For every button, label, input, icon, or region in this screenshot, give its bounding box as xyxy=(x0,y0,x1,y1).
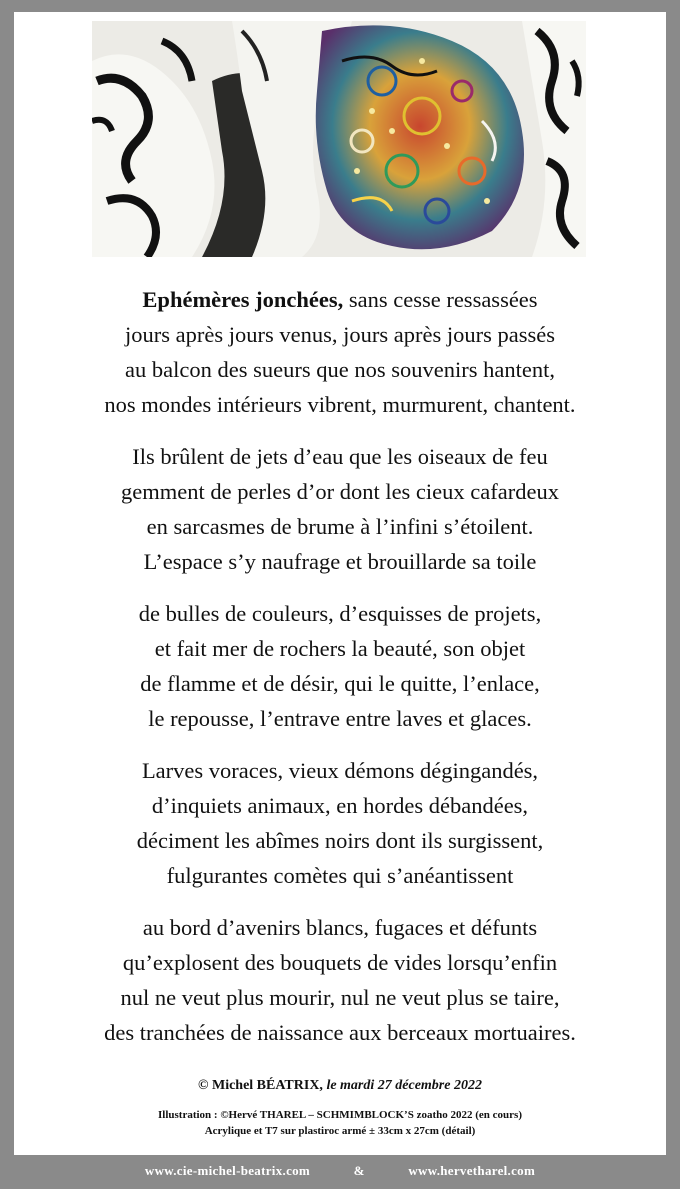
poem-line: d’inquiets animaux, en hordes débandées, xyxy=(151,793,529,818)
poem-line: qu’explosent des bouquets de vides lorsqu’enfin xyxy=(122,950,558,975)
poem-line: nul ne veut plus mourir, nul ne veut plus se taire, xyxy=(120,985,560,1010)
author-credit xyxy=(14,1078,666,1094)
poem-line: jours après jours venus, jours après jours passés xyxy=(125,322,555,347)
poem-line: déciment les abîmes noirs dont ils surgissent, xyxy=(136,828,544,853)
link-cie-michel-beatrix[interactable]: www.cie-michel-beatrix.com xyxy=(144,1163,311,1178)
stanza-3 xyxy=(14,596,666,736)
poem-line: au balcon des sueurs que nos souvenirs hantent, xyxy=(125,357,555,382)
credit-date: le mardi 27 décembre 2022 xyxy=(322,1078,482,1093)
poem-line: le repousse, l’entrave entre laves et glaces. xyxy=(148,706,532,731)
poem-line: gemment de perles d’or dont les cieux cafardeux xyxy=(121,479,559,504)
poem-line: Larves voraces, vieux démons dégingandés, xyxy=(141,758,539,783)
poem-line: Ephémères jonchées, sans cesse ressassées xyxy=(142,287,538,312)
illustration-image xyxy=(92,21,586,257)
poem-line: de bulles de couleurs, d’esquisses de projets, xyxy=(138,601,542,626)
poem-line: au bord d’avenirs blancs, fugaces et défunts xyxy=(142,915,538,940)
poem-line: fulgurantes comètes qui s’anéantissent xyxy=(166,863,514,888)
poem-line: Ils brûlent de jets d’eau que les oiseaux de feu xyxy=(132,444,548,469)
footer-links xyxy=(0,1158,680,1184)
illustration-credit-line: Illustration : ©Hervé THAREL – SCHMIMBLOCK’S zoatho 2022 (en cours) xyxy=(158,1109,522,1121)
author-name: © Michel BÉATRIX, xyxy=(198,1078,323,1093)
stanza-1 xyxy=(14,282,666,422)
poem-line: des tranchées de naissance aux berceaux mortuaires. xyxy=(104,1020,576,1045)
footer-separator: & xyxy=(353,1163,365,1178)
poem-line: de flamme et de désir, qui le quitte, l’enlace, xyxy=(140,671,540,696)
poem-line: nos mondes intérieurs vibrent, murmurent, chantent. xyxy=(104,392,576,417)
stanza-5 xyxy=(14,910,666,1050)
stanza-2 xyxy=(14,439,666,579)
link-hervetharel[interactable]: www.hervetharel.com xyxy=(408,1163,536,1178)
poem-card xyxy=(14,12,666,1155)
poem-line: et fait mer de rochers la beauté, son objet xyxy=(154,636,526,661)
sculpture-illustration xyxy=(92,21,586,257)
illustration-technique-line: Acrylique et T7 sur plastiroc armé ± 33cm x 27cm (détail) xyxy=(204,1125,476,1137)
illustration-credit xyxy=(14,1107,666,1139)
poem-line: L’espace s’y naufrage et brouillarde sa toile xyxy=(143,549,537,574)
poem xyxy=(14,282,666,1067)
poem-line: en sarcasmes de brume à l’infini s’étoilent. xyxy=(146,514,534,539)
poem-lead: Ephémères jonchées, xyxy=(142,287,344,312)
stanza-4 xyxy=(14,753,666,893)
